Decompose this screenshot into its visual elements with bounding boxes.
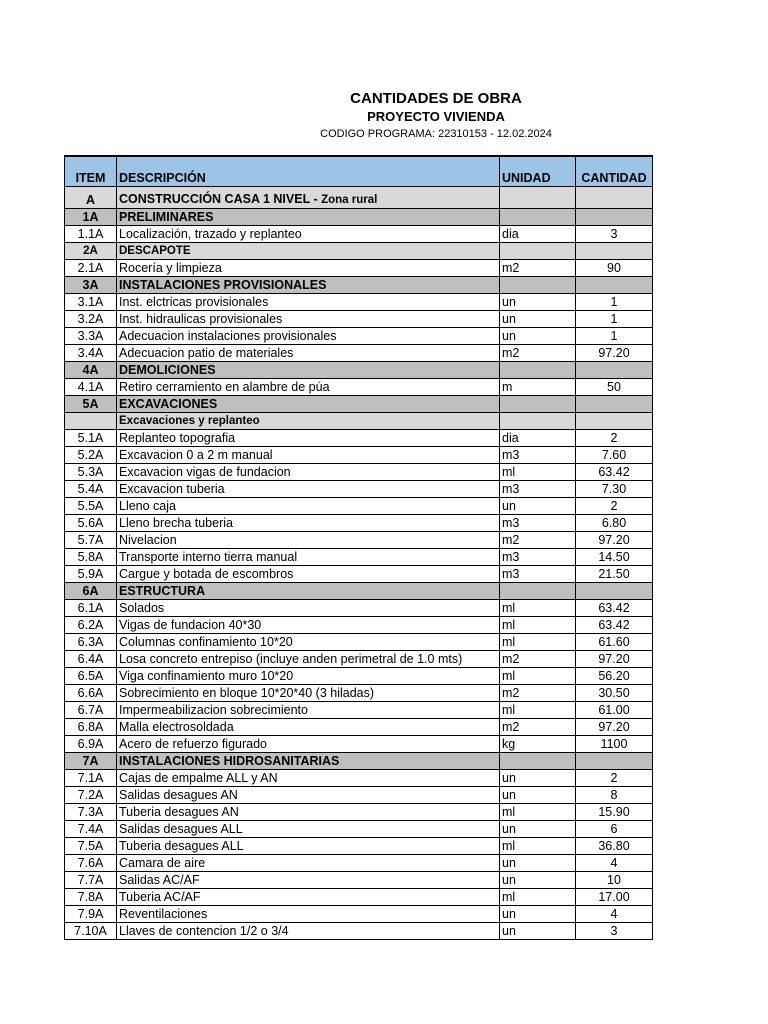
row-quantity: 8	[576, 787, 653, 804]
row-description: Transporte interno tierra manual	[117, 549, 500, 566]
table-row	[65, 549, 653, 566]
row-quantity: 97.20	[576, 651, 653, 668]
row-quantity: 63.42	[576, 617, 653, 634]
row-unit: ml	[500, 702, 576, 719]
table-row	[65, 328, 653, 345]
row-item: 6.4A	[65, 651, 117, 668]
row-unit: un	[500, 294, 576, 311]
row-item: 6.6A	[65, 685, 117, 702]
document-title: CANTIDADES DE OBRA	[350, 90, 522, 107]
row-quantity: 56.20	[576, 668, 653, 685]
row-quantity: 3	[576, 923, 653, 940]
subsection-row	[65, 413, 653, 430]
table-row	[65, 906, 653, 923]
row-item: 7A	[65, 753, 117, 770]
row-description: Viga confinamiento muro 10*20	[117, 668, 500, 685]
table-row	[65, 634, 653, 651]
row-item: 7.9A	[65, 906, 117, 923]
row-unit: m	[500, 379, 576, 396]
row-description: Tuberia desagues ALL	[117, 838, 500, 855]
row-quantity: 61.00	[576, 702, 653, 719]
row-description: EXCAVACIONES	[117, 396, 500, 413]
row-unit: ml	[500, 889, 576, 906]
row-quantity: 97.20	[576, 345, 653, 362]
table-row	[65, 515, 653, 532]
row-item: 3.3A	[65, 328, 117, 345]
row-quantity	[576, 187, 653, 209]
table-row	[65, 889, 653, 906]
row-description: Inst. hidraulicas provisionales	[117, 311, 500, 328]
table-row	[65, 345, 653, 362]
top-row-title: CONSTRUCCIÓN CASA 1 NIVEL -	[119, 192, 322, 206]
row-unit: un	[500, 770, 576, 787]
row-description: ESTRUCTURA	[117, 583, 500, 600]
row-unit: ml	[500, 617, 576, 634]
row-quantity	[576, 362, 653, 379]
row-description	[117, 187, 500, 209]
row-unit: ml	[500, 464, 576, 481]
row-unit	[500, 277, 576, 294]
table-row	[65, 430, 653, 447]
row-description: Lleno caja	[117, 498, 500, 515]
row-description: Excavacion vigas de fundacion	[117, 464, 500, 481]
row-quantity: 15.90	[576, 804, 653, 821]
row-item: 3A	[65, 277, 117, 294]
row-quantity: 10	[576, 872, 653, 889]
table-row	[65, 668, 653, 685]
row-description: Cargue y botada de escombros	[117, 566, 500, 583]
row-unit	[500, 243, 576, 260]
row-quantity	[576, 413, 653, 430]
row-quantity: 97.20	[576, 532, 653, 549]
row-item: 3.2A	[65, 311, 117, 328]
row-description: DEMOLICIONES	[117, 362, 500, 379]
row-description: Replanteo topografia	[117, 430, 500, 447]
row-description: Columnas confinamiento 10*20	[117, 634, 500, 651]
subsection-row	[65, 243, 653, 260]
row-unit: m2	[500, 719, 576, 736]
table-row	[65, 311, 653, 328]
table-row	[65, 447, 653, 464]
row-item: 7.8A	[65, 889, 117, 906]
table-row	[65, 651, 653, 668]
col-unit-header: UNIDAD	[500, 156, 576, 187]
row-description: Localización, trazado y replanteo	[117, 226, 500, 243]
table-row	[65, 498, 653, 515]
row-description: Rocería y limpieza	[117, 260, 500, 277]
row-description: Salidas AC/AF	[117, 872, 500, 889]
row-item: 5.2A	[65, 447, 117, 464]
row-unit	[500, 396, 576, 413]
row-unit	[500, 753, 576, 770]
row-unit: m3	[500, 481, 576, 498]
project-subtitle: PROYECTO VIVIENDA	[367, 109, 505, 124]
row-quantity: 97.20	[576, 719, 653, 736]
row-unit: un	[500, 498, 576, 515]
section-row	[65, 583, 653, 600]
row-unit: m2	[500, 651, 576, 668]
row-unit: un	[500, 855, 576, 872]
row-unit: un	[500, 923, 576, 940]
row-item: 5.1A	[65, 430, 117, 447]
row-description: INSTALACIONES PROVISIONALES	[117, 277, 500, 294]
row-unit: m2	[500, 260, 576, 277]
row-description: Malla electrosoldada	[117, 719, 500, 736]
row-item: 7.10A	[65, 923, 117, 940]
row-quantity	[576, 209, 653, 226]
row-quantity: 21.50	[576, 566, 653, 583]
row-item: 7.7A	[65, 872, 117, 889]
table-row	[65, 855, 653, 872]
row-unit: un	[500, 311, 576, 328]
row-quantity: 63.42	[576, 464, 653, 481]
row-quantity: 4	[576, 855, 653, 872]
row-description: Nivelacion	[117, 532, 500, 549]
table-row	[65, 702, 653, 719]
row-item: 5.3A	[65, 464, 117, 481]
row-item: 7.4A	[65, 821, 117, 838]
table-row	[65, 379, 653, 396]
row-item: A	[65, 187, 117, 209]
table-row	[65, 566, 653, 583]
table-row	[65, 804, 653, 821]
row-description: Camara de aire	[117, 855, 500, 872]
row-item: 6.7A	[65, 702, 117, 719]
row-item: 5.4A	[65, 481, 117, 498]
row-description: Excavacion 0 a 2 m manual	[117, 447, 500, 464]
row-description: Reventilaciones	[117, 906, 500, 923]
row-quantity: 14.50	[576, 549, 653, 566]
row-description: Excavacion tuberia	[117, 481, 500, 498]
row-unit: dia	[500, 430, 576, 447]
row-description: PRELIMINARES	[117, 209, 500, 226]
row-quantity: 1	[576, 328, 653, 345]
row-quantity: 1100	[576, 736, 653, 753]
section-row	[65, 396, 653, 413]
col-quantity-header: CANTIDAD	[576, 156, 653, 187]
row-description: Solados	[117, 600, 500, 617]
row-quantity: 36.80	[576, 838, 653, 855]
row-quantity	[576, 243, 653, 260]
row-quantity	[576, 396, 653, 413]
row-item: 5.8A	[65, 549, 117, 566]
row-item: 6.2A	[65, 617, 117, 634]
row-description: Adecuacion patio de materiales	[117, 345, 500, 362]
row-quantity: 61.60	[576, 634, 653, 651]
row-unit: ml	[500, 600, 576, 617]
row-item: 5.5A	[65, 498, 117, 515]
table-row	[65, 464, 653, 481]
col-description-header: DESCRIPCIÓN	[117, 156, 500, 187]
row-quantity: 4	[576, 906, 653, 923]
row-quantity: 6.80	[576, 515, 653, 532]
row-item: 2.1A	[65, 260, 117, 277]
table-row	[65, 736, 653, 753]
row-description: Vigas de fundacion 40*30	[117, 617, 500, 634]
table-row	[65, 617, 653, 634]
row-unit: un	[500, 821, 576, 838]
row-item: 4.1A	[65, 379, 117, 396]
row-item: 6.3A	[65, 634, 117, 651]
table-row	[65, 226, 653, 243]
row-item: 2A	[65, 243, 117, 260]
row-quantity: 17.00	[576, 889, 653, 906]
row-description: Acero de refuerzo figurado	[117, 736, 500, 753]
row-item: 7.5A	[65, 838, 117, 855]
row-unit: un	[500, 328, 576, 345]
row-item: 3.4A	[65, 345, 117, 362]
row-unit: ml	[500, 668, 576, 685]
table-row	[65, 685, 653, 702]
row-unit: m3	[500, 515, 576, 532]
row-quantity	[576, 753, 653, 770]
row-quantity: 50	[576, 379, 653, 396]
row-quantity: 7.30	[576, 481, 653, 498]
section-row	[65, 277, 653, 294]
section-row	[65, 362, 653, 379]
row-description: Adecuacion instalaciones provisionales	[117, 328, 500, 345]
row-description: Tuberia desagues AN	[117, 804, 500, 821]
row-unit: m2	[500, 685, 576, 702]
row-unit: m2	[500, 345, 576, 362]
row-item: 1.1A	[65, 226, 117, 243]
row-item: 5.6A	[65, 515, 117, 532]
row-unit: m2	[500, 532, 576, 549]
row-unit	[500, 583, 576, 600]
table-row	[65, 838, 653, 855]
row-description: Tuberia AC/AF	[117, 889, 500, 906]
row-quantity	[576, 583, 653, 600]
row-item: 7.6A	[65, 855, 117, 872]
table-row	[65, 872, 653, 889]
row-quantity: 1	[576, 294, 653, 311]
row-quantity: 90	[576, 260, 653, 277]
row-description: Salidas desagues ALL	[117, 821, 500, 838]
table-row	[65, 532, 653, 549]
section-row	[65, 209, 653, 226]
row-quantity: 3	[576, 226, 653, 243]
row-quantity: 2	[576, 770, 653, 787]
row-unit: dia	[500, 226, 576, 243]
table-row	[65, 821, 653, 838]
row-description: INSTALACIONES HIDROSANITARIAS	[117, 753, 500, 770]
row-item: 7.2A	[65, 787, 117, 804]
row-item: 4A	[65, 362, 117, 379]
row-unit: kg	[500, 736, 576, 753]
row-unit	[500, 413, 576, 430]
row-description: Lleno brecha tuberia	[117, 515, 500, 532]
row-description: DESCAPOTE	[117, 243, 500, 260]
row-description: Losa concreto entrepiso (incluye anden perimetral de 1.0 mts)	[117, 651, 500, 668]
row-unit: ml	[500, 838, 576, 855]
top-row-zone: Zona rural	[321, 194, 378, 206]
col-item-header: ITEM	[65, 156, 117, 187]
row-quantity: 1	[576, 311, 653, 328]
program-code: CODIGO PROGRAMA: 22310153 - 12.02.2024	[320, 128, 552, 140]
table-row	[65, 481, 653, 498]
table-row	[65, 770, 653, 787]
row-description: Cajas de empalme ALL y AN	[117, 770, 500, 787]
row-quantity	[576, 277, 653, 294]
row-unit: m3	[500, 549, 576, 566]
row-unit: m3	[500, 447, 576, 464]
table-row	[65, 719, 653, 736]
table-row	[65, 294, 653, 311]
row-item: 6A	[65, 583, 117, 600]
row-item: 7.3A	[65, 804, 117, 821]
quantities-table	[64, 155, 653, 940]
row-quantity: 2	[576, 430, 653, 447]
section-row	[65, 753, 653, 770]
row-item: 3.1A	[65, 294, 117, 311]
top-level-row	[65, 187, 653, 209]
row-unit: un	[500, 787, 576, 804]
row-item: 6.1A	[65, 600, 117, 617]
row-quantity: 6	[576, 821, 653, 838]
row-item: 6.9A	[65, 736, 117, 753]
row-description: Salidas desagues AN	[117, 787, 500, 804]
row-description: Impermeabilizacion sobrecimiento	[117, 702, 500, 719]
row-unit: ml	[500, 634, 576, 651]
row-item	[65, 413, 117, 430]
row-quantity: 7.60	[576, 447, 653, 464]
row-description: Retiro cerramiento en alambre de púa	[117, 379, 500, 396]
row-unit: m3	[500, 566, 576, 583]
table-row	[65, 260, 653, 277]
row-item: 5.7A	[65, 532, 117, 549]
table-row	[65, 923, 653, 940]
row-unit	[500, 209, 576, 226]
row-unit	[500, 362, 576, 379]
row-item: 1A	[65, 209, 117, 226]
row-description: Inst. elctricas provisionales	[117, 294, 500, 311]
row-item: 6.5A	[65, 668, 117, 685]
row-description: Sobrecimiento en bloque 10*20*40 (3 hiladas)	[117, 685, 500, 702]
table-row	[65, 600, 653, 617]
row-quantity: 30.50	[576, 685, 653, 702]
row-unit	[500, 187, 576, 209]
row-description: Excavaciones y replanteo	[117, 413, 500, 430]
row-description: Llaves de contencion 1/2 o 3/4	[117, 923, 500, 940]
row-quantity: 63.42	[576, 600, 653, 617]
table-row	[65, 787, 653, 804]
row-unit: ml	[500, 804, 576, 821]
row-item: 6.8A	[65, 719, 117, 736]
header-row	[65, 156, 653, 187]
row-item: 5.9A	[65, 566, 117, 583]
row-quantity: 2	[576, 498, 653, 515]
row-unit: un	[500, 872, 576, 889]
row-unit: un	[500, 906, 576, 923]
row-item: 5A	[65, 396, 117, 413]
row-item: 7.1A	[65, 770, 117, 787]
